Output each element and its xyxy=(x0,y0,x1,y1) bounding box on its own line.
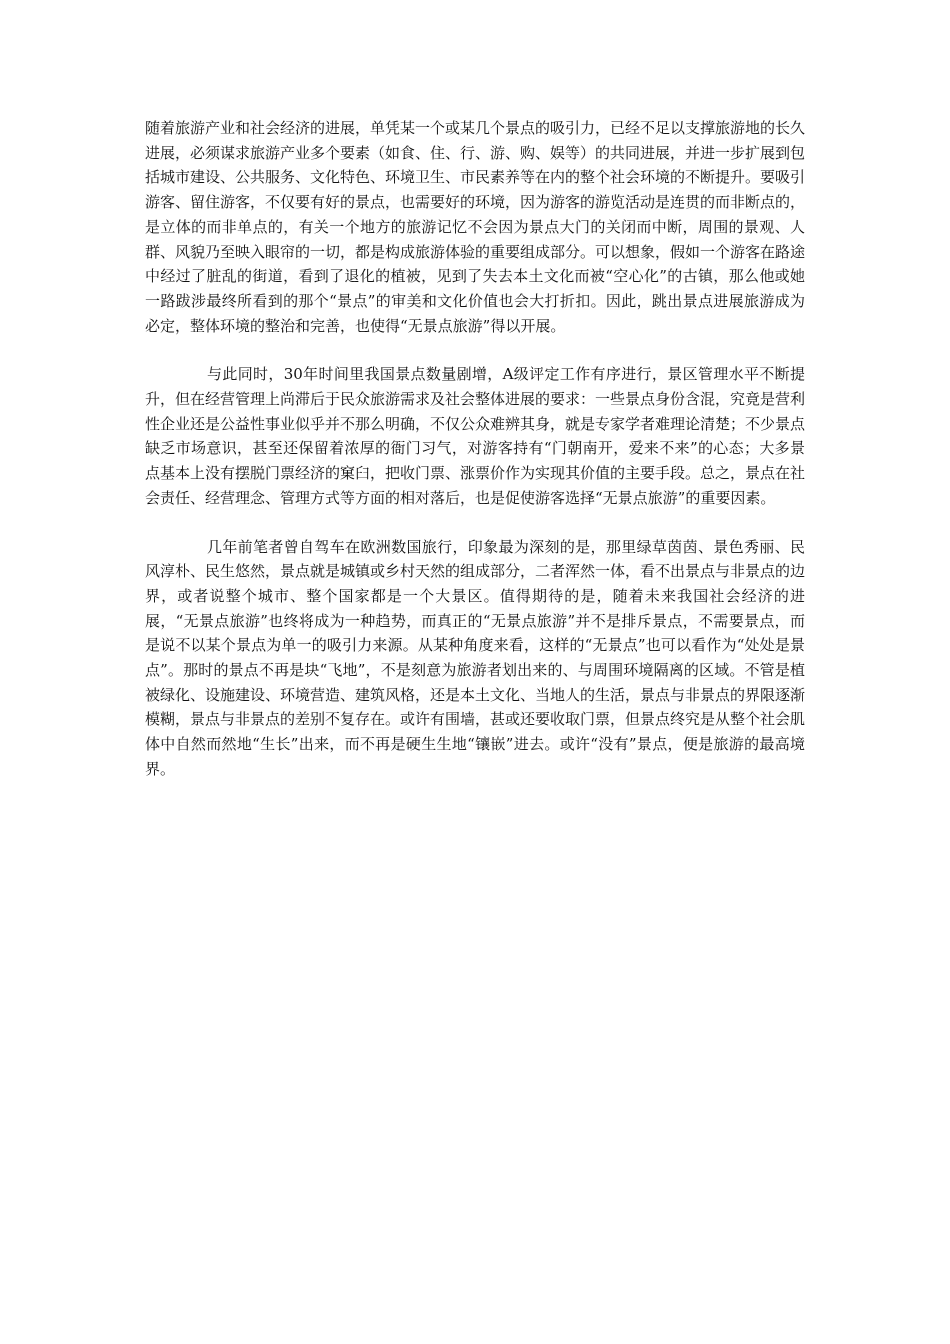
paragraph-3: 几年前笔者曾自驾车在欧洲数国旅行，印象最为深刻的是，那里绿草茵茵、景色秀丽、民风淳朴、民生悠然，景点就是城镇或乡村天然的组成部分，二者浑然一体，看不出景点与非景点的边界，或者说整个城市、整个国家都是一个大景区。值得期待的是，随着未来我国社会经济的进展，“无景点旅游”也终将成为一种趋势，而真正的“无景点旅游”并不是排斥景点，不需要景点，而是说不以某个景点为单一的吸引力来源。从某种角度来看，这样的“无景点”也可以看作为“处处是景点”。那时的景点不再是块“飞地”，不是刻意为旅游者划出来的、与周围环境隔离的区域。不管是植被绿化、设施建设、环境营造、建筑风格，还是本土文化、当地人的生活，景点与非景点的界限逐渐模糊，景点与非景点的差别不复存在。或许有围墙，甚或还要收取门票，但景点终究是从整个社会肌体中自然而然地“生长”出来，而不再是硬生生地“镶嵌”进去。或许“没有”景点，便是旅游的最高境界。 xyxy=(145,537,806,778)
paragraph-2: 与此同时，30年时间里我国景点数量剧增，A级评定工作有序进行，景区管理水平不断提升，但在经营管理上尚滞后于民众旅游需求及社会整体进展的要求：一些景点身份含混，究竟是营利性企业还是公益性事业似乎并不那么明确，不仅公众难辨其身，就是专家学者难理论清楚；不少景点缺乏市场意识，甚至还保留着浓厚的衙门习气，对游客持有“门朝南开，爱来不来”的心态；大多景点基本上没有摆脱门票经济的窠臼，把收门票、涨票价作为实现其价值的主要手段。总之，景点在社会责任、经营理念、管理方式等方面的相对落后，也是促使游客选择“无景点旅游”的重要因素。 xyxy=(145,365,806,507)
paragraph-1: 随着旅游产业和社会经济的进展，单凭某一个或某几个景点的吸引力，已经不足以支撑旅游地的长久进展，必须谋求旅游产业多个要素（如食、住、行、游、购、娱等）的共同进展，并进一步扩展到包括城市建设、公共服务、文化特色、环境卫生、市民素养等在内的整个社会环境的不断提升。要吸引游客、留住游客，不仅要有好的景点，也需要好的环境，因为游客的游览活动是连贯的而非断点的，是立体的而非单点的，有关一个地方的旅游记忆不会因为景点大门的关闭而中断，周围的景观、人群、风貌乃至映入眼帘的一切，都是构成旅游体验的重要组成部分。可以想象，假如一个游客在路途中经过了脏乱的街道，看到了退化的植被，见到了失去本土文化而被“空心化”的古镇，那么他或她一路跋涉最终所看到的那个“景点”的审美和文化价值也会大打折扣。因此，跳出景点进展旅游成为必定，整体环境的整治和完善，也使得“无景点旅游”得以开展。 xyxy=(145,119,806,335)
article-body xyxy=(145,116,805,806)
